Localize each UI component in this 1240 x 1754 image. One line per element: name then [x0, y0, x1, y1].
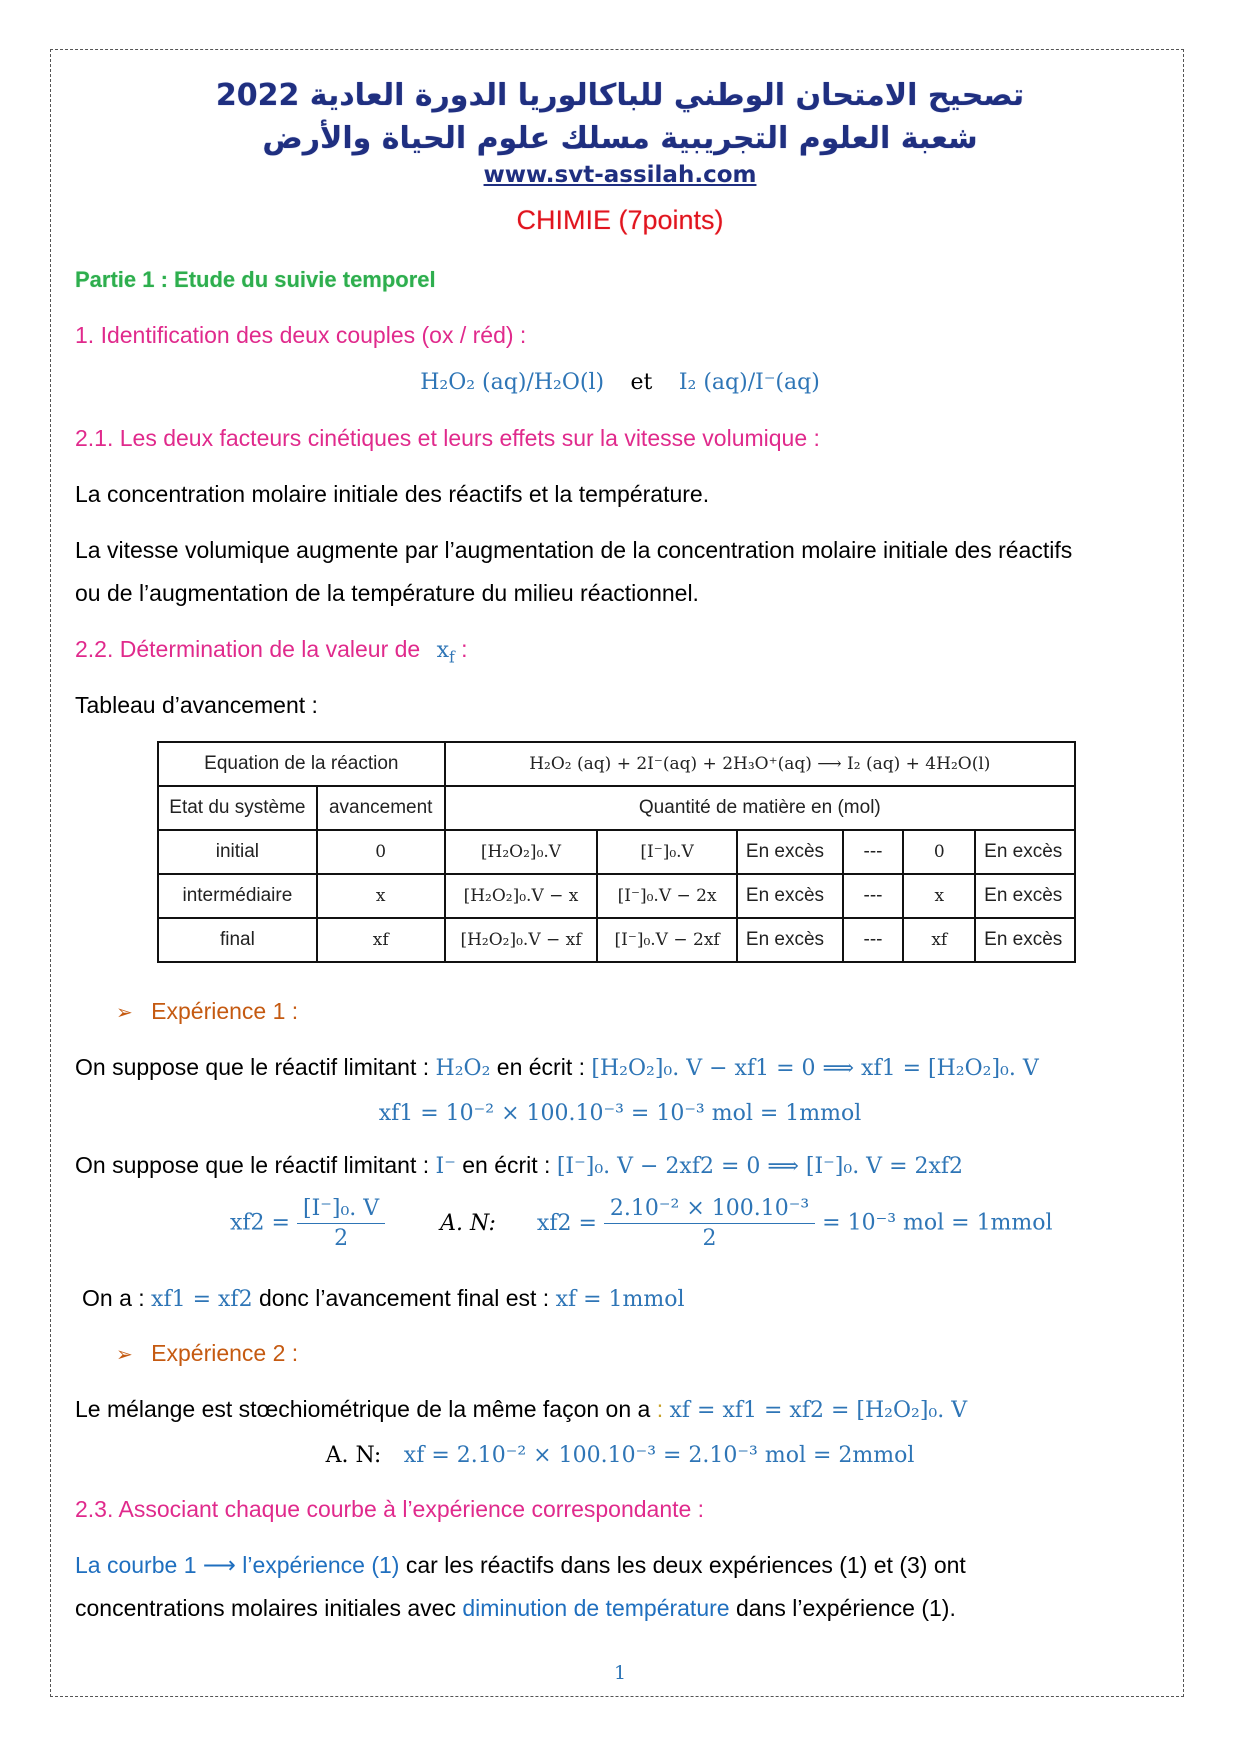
equation-label: Equation de la réaction — [158, 742, 445, 786]
table-cell: --- — [843, 874, 904, 918]
exp2-l1-colon: : — [650, 1396, 664, 1422]
q2-2-heading — [75, 636, 468, 666]
table-cell: x — [317, 874, 445, 918]
q2-1-heading: 2.1. Les deux facteurs cinétiques et leurs effets sur la vitesse volumique : — [75, 425, 820, 451]
table-cell: [I⁻]₀.V − 2x — [597, 874, 737, 918]
q2-3-l1-text: car les réactifs dans les deux expériences (1) et (3) ont — [399, 1552, 966, 1578]
table-row — [158, 918, 1075, 962]
exp1-line5 — [82, 1285, 685, 1312]
q2-1-p1: La concentration molaire initiale des réactifs et la température. — [75, 481, 710, 507]
table-cell: xf — [903, 918, 975, 962]
arrow-bullet-icon: ➢ — [116, 1344, 133, 1366]
table-cell: 0 — [317, 830, 445, 874]
couple-2: I₂ (aq)/I⁻(aq) — [678, 370, 820, 395]
exp1-l3-mid: en écrit : — [462, 1152, 551, 1178]
exp1-l5-a: On a : — [82, 1285, 145, 1311]
exp1-l5-math2: xf = 1mmol — [555, 1287, 685, 1312]
title-line-1: تصحيح الامتحان الوطني للباكالوريا الدورة العادية 2022 — [215, 78, 1025, 113]
q2-2-heading-text: 2.2. Détermination de la valeur de — [75, 636, 421, 662]
q2-2-heading-end: : — [454, 636, 468, 662]
exp1-l4-lhs: xf2 = — [230, 1210, 290, 1236]
exp2-label-text: Expérience 2 : — [151, 1340, 299, 1366]
subject-heading: CHIMIE (7points) — [516, 205, 724, 235]
qty-label: Quantité de matière en (mol) — [445, 786, 1075, 830]
exp1-l3-math: [I⁻]₀. V − 2xf2 = 0 ⟹ [I⁻]₀. V = 2xf2 — [556, 1154, 964, 1179]
q2-2-heading-var: $x_f$ — [436, 638, 455, 667]
exp1-l3-reagent: I⁻ — [435, 1154, 456, 1179]
table-cell: En excès — [737, 918, 843, 962]
exp1-l1-mid: en écrit : — [496, 1054, 586, 1080]
table-cell: final — [158, 918, 317, 962]
exp1-label — [116, 998, 298, 1025]
exp1-l4-rhs: = 10⁻³ mol = 1mmol — [822, 1210, 1053, 1236]
table-cell: --- — [843, 830, 904, 874]
table-cell: En excès — [975, 830, 1075, 874]
exp1-line1 — [75, 1054, 1039, 1081]
table-cell: [I⁻]₀.V — [597, 830, 737, 874]
table-cell: [H₂O₂]₀.V − x — [445, 874, 598, 918]
table-cell: [I⁻]₀.V − 2xf — [597, 918, 737, 962]
q2-1-p2b: ou de l’augmentation de la température du milieu réactionnel. — [75, 580, 699, 606]
exp2-line2 — [0, 1443, 1240, 1468]
q2-3-l2-end: dans l’expérience (1). — [729, 1595, 956, 1621]
table-cell: [H₂O₂]₀.V − xf — [445, 918, 598, 962]
q2-3-line2 — [75, 1595, 956, 1622]
table-row — [158, 830, 1075, 874]
exp1-line3 — [75, 1152, 963, 1179]
equation: H₂O₂ (aq) + 2I⁻(aq) + 2H₃O⁺(aq) ⟶ I₂ (aq) + 4H₂O(l) — [445, 742, 1075, 786]
exp1-l5-math1: xf1 = xf2 — [151, 1287, 253, 1312]
state-label: Etat du système — [158, 786, 317, 830]
q2-3-line1 — [75, 1552, 966, 1579]
q2-3-l2-text: concentrations molaires initiales avec — [75, 1595, 463, 1621]
exp2-l2-math: xf = 2.10⁻² × 100.10⁻³ = 2.10⁻³ mol = 2mmol — [403, 1443, 915, 1468]
exp2-l1-text: Le mélange est stœchiométrique de la même façon on a — [75, 1396, 651, 1422]
q2-3-heading: 2.3. Associant chaque courbe à l’expérience correspondante : — [75, 1496, 705, 1522]
table-cell: 0 — [903, 830, 975, 874]
exp1-l2-math: xf1 = 10⁻² × 100.10⁻³ = 10⁻³ mol = 1mmol — [378, 1101, 862, 1126]
couple-1: H₂O₂ (aq)/H₂O(l) — [420, 370, 605, 395]
exp2-l2-an: A. N: — [325, 1443, 382, 1468]
exp2-label — [116, 1340, 298, 1367]
title-line-2: شعبة العلوم التجريبية مسلك علوم الحياة والأرض — [262, 121, 978, 156]
table-cell: intermédiaire — [158, 874, 317, 918]
fraction-2: $\frac{\text{2.10⁻² × 100.10⁻³}}{2}$ — [604, 1196, 815, 1251]
adv-label: avancement — [317, 786, 445, 830]
table-cell: En excès — [737, 874, 843, 918]
fraction-1: $\frac{\text{[I⁻]₀. V}}{2}$ — [297, 1196, 385, 1251]
exp1-line4 — [230, 1196, 1053, 1251]
table-cell: En excès — [975, 918, 1075, 962]
exp2-line1 — [75, 1396, 967, 1423]
table-cell: En excès — [975, 874, 1075, 918]
exp2-l1-math: xf = xf1 = xf2 = [H₂O₂]₀. V — [669, 1398, 968, 1423]
exp1-l3-text: On suppose que le réactif limitant : — [75, 1152, 430, 1178]
table-intro: Tableau d’avancement : — [75, 692, 318, 718]
exp1-l5-b: donc l’avancement final est : — [258, 1285, 550, 1311]
table-cell: En excès — [737, 830, 843, 874]
couple-conj: et — [630, 370, 653, 395]
exp1-l4-an: A. N: — [440, 1210, 496, 1236]
q2-3-l1-blue: La courbe 1 ⟶ l’expérience (1) — [75, 1552, 400, 1578]
exp1-l1-math: [H₂O₂]₀. V − xf1 = 0 ⟹ xf1 = [H₂O₂]₀. V — [591, 1056, 1039, 1081]
table-cell: x — [903, 874, 975, 918]
exp1-line2 — [0, 1101, 1240, 1126]
table-cell: --- — [843, 918, 904, 962]
exp1-label-text: Expérience 1 : — [151, 998, 299, 1024]
exp1-l1-reagent: H₂O₂ — [435, 1056, 491, 1081]
progress-table — [157, 741, 1076, 963]
table-cell: xf — [317, 918, 445, 962]
page-number: 1 — [613, 1662, 627, 1684]
exp1-l4-lhs2: xf2 = — [536, 1210, 597, 1236]
q2-1-p2a: La vitesse volumique augmente par l’augmentation de la concentration molaire initiale des réactifs — [75, 537, 1073, 563]
q1-couples — [0, 370, 1240, 395]
table-cell: initial — [158, 830, 317, 874]
table-row — [158, 874, 1075, 918]
arrow-bullet-icon: ➢ — [116, 1002, 133, 1024]
table-cell: [H₂O₂]₀.V — [445, 830, 598, 874]
q2-3-l2-blue: diminution de température — [462, 1595, 730, 1621]
q1-heading: 1. Identification des deux couples (ox / réd) : — [75, 322, 527, 348]
website-link[interactable]: www.svt-assilah.com — [483, 162, 757, 188]
exp1-l1-text: On suppose que le réactif limitant : — [75, 1054, 430, 1080]
part1-title: Partie 1 : Etude du suivie temporel — [75, 267, 436, 292]
